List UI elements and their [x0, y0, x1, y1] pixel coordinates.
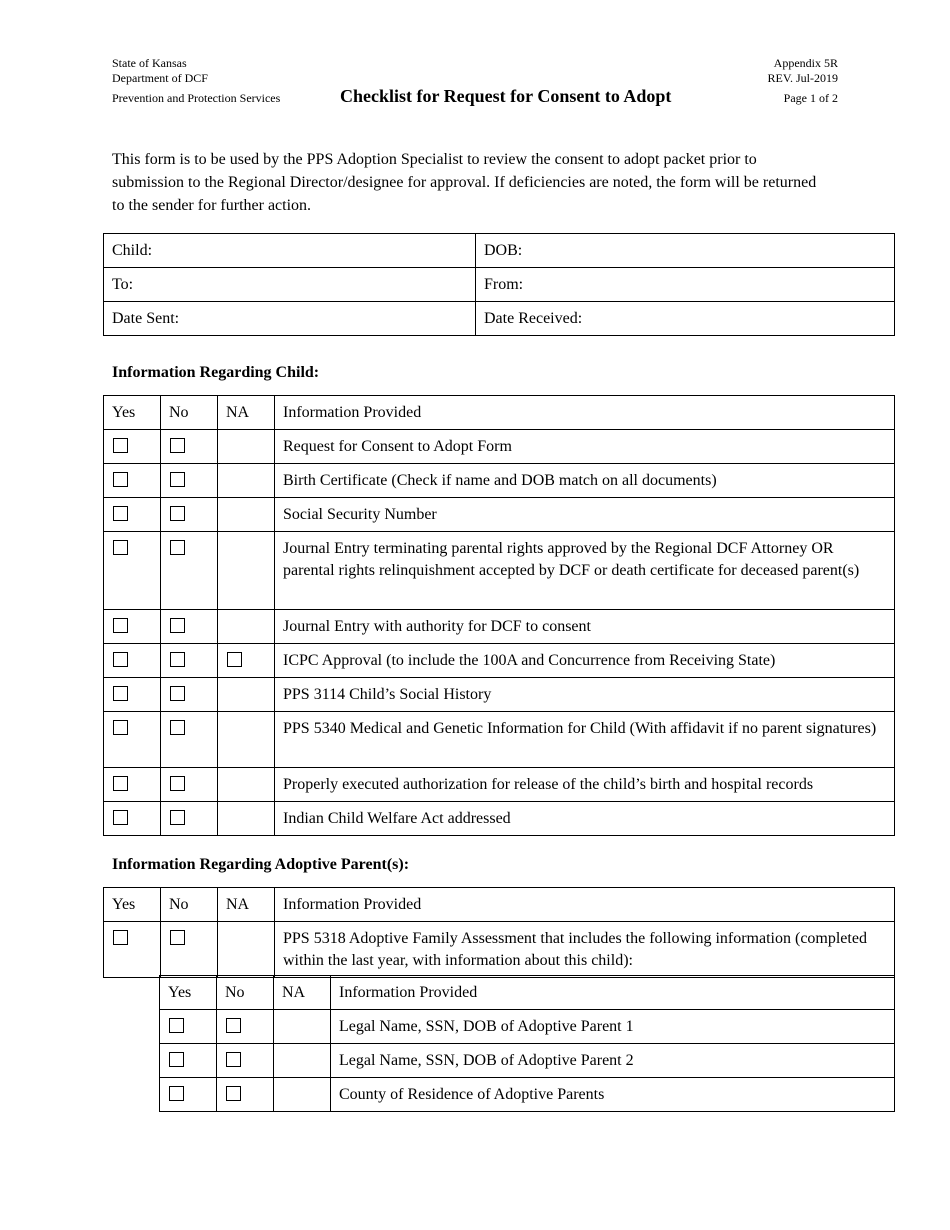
yes-checkbox[interactable] [113, 438, 128, 453]
yes-checkbox[interactable] [169, 1018, 184, 1033]
item-label: PPS 5318 Adoptive Family Assessment that includes the following information (completed within the last year, with information about this child): [275, 922, 895, 978]
col-no: No [217, 976, 274, 1010]
to-field[interactable] [104, 268, 476, 302]
form-title: Checklist for Request for Consent to Adopt [340, 86, 672, 106]
agency-block [112, 56, 280, 106]
yes-checkbox[interactable] [113, 930, 128, 945]
no-checkbox[interactable] [170, 472, 185, 487]
child-field[interactable] [104, 234, 476, 268]
yes-checkbox[interactable] [113, 776, 128, 791]
item-label: Journal Entry terminating parental rights approved by the Regional DCF Attorney OR parental rights relinquishment accepted by DCF or death certificate for deceased parent(s) [275, 532, 895, 610]
yes-checkbox[interactable] [113, 810, 128, 825]
date-received-label: Date Received: [484, 310, 583, 327]
adoptive-checklist-table [103, 887, 895, 978]
yes-checkbox[interactable] [169, 1052, 184, 1067]
no-checkbox[interactable] [170, 720, 185, 735]
no-checkbox[interactable] [170, 930, 185, 945]
no-checkbox[interactable] [170, 540, 185, 555]
no-checkbox[interactable] [226, 1018, 241, 1033]
table-header-row [104, 396, 895, 430]
no-checkbox[interactable] [170, 618, 185, 633]
appendix-block [768, 56, 838, 106]
item-label: ICPC Approval (to include the 100A and Concurrence from Receiving State) [275, 644, 895, 678]
agency-division: Prevention and Protection Services [112, 91, 281, 105]
col-na: NA [218, 888, 275, 922]
intro-paragraph: This form is to be used by the PPS Adoption Specialist to review the consent to adopt packet prior to submission to the Regional Director/designee for approval. If deficiencies are noted, the form will be returned to the sender for further action. [112, 151, 817, 214]
page-number: Page 1 of 2 [783, 91, 838, 105]
no-checkbox[interactable] [170, 652, 185, 667]
no-checkbox[interactable] [170, 776, 185, 791]
col-yes: Yes [104, 888, 161, 922]
item-label: Request for Consent to Adopt Form [275, 430, 895, 464]
table-row [104, 712, 895, 768]
col-info: Information Provided [331, 976, 895, 1010]
item-label: County of Residence of Adoptive Parents [331, 1078, 895, 1112]
item-label: PPS 3114 Child’s Social History [275, 678, 895, 712]
table-row [160, 1044, 895, 1078]
table-row [104, 768, 895, 802]
col-yes: Yes [160, 976, 217, 1010]
col-no: No [161, 888, 218, 922]
no-checkbox[interactable] [226, 1086, 241, 1101]
table-row [104, 610, 895, 644]
appendix-label: Appendix 5R [773, 56, 838, 70]
child-section-title: Information Regarding Child: [112, 364, 320, 381]
table-header-row [160, 976, 895, 1010]
revision-label: REV. Jul-2019 [767, 71, 838, 85]
yes-checkbox[interactable] [169, 1086, 184, 1101]
table-row [104, 498, 895, 532]
no-checkbox[interactable] [170, 438, 185, 453]
to-label: To: [112, 276, 134, 293]
yes-checkbox[interactable] [113, 720, 128, 735]
yes-checkbox[interactable] [113, 540, 128, 555]
item-label: PPS 5340 Medical and Genetic Information for Child (With affidavit if no parent signatures) [275, 712, 895, 768]
table-row [104, 532, 895, 610]
no-checkbox[interactable] [226, 1052, 241, 1067]
dob-field[interactable] [476, 234, 895, 268]
na-checkbox[interactable] [227, 652, 242, 667]
date-received-field[interactable] [476, 302, 895, 336]
item-label: Legal Name, SSN, DOB of Adoptive Parent 1 [331, 1010, 895, 1044]
table-row [104, 464, 895, 498]
from-field[interactable] [476, 268, 895, 302]
child-checklist-table [103, 395, 895, 836]
item-label: Indian Child Welfare Act addressed [275, 802, 895, 836]
col-yes: Yes [104, 396, 161, 430]
from-label: From: [484, 276, 524, 293]
table-header-row [104, 888, 895, 922]
yes-checkbox[interactable] [113, 618, 128, 633]
col-info: Information Provided [275, 396, 895, 430]
table-row [104, 802, 895, 836]
request-info-table [103, 233, 895, 336]
item-label: Properly executed authorization for release of the child’s birth and hospital records [275, 768, 895, 802]
agency-state: State of Kansas [112, 56, 187, 70]
item-label: Legal Name, SSN, DOB of Adoptive Parent 2 [331, 1044, 895, 1078]
dob-label: DOB: [484, 242, 523, 259]
item-label: Birth Certificate (Check if name and DOB match on all documents) [275, 464, 895, 498]
no-checkbox[interactable] [170, 506, 185, 521]
col-no: No [161, 396, 218, 430]
table-row [104, 922, 895, 978]
adoptive-section-title: Information Regarding Adoptive Parent(s): [112, 856, 410, 873]
table-row [160, 1078, 895, 1112]
table-row [104, 644, 895, 678]
table-row [104, 430, 895, 464]
agency-department: Department of DCF [112, 71, 208, 85]
yes-checkbox[interactable] [113, 652, 128, 667]
yes-checkbox[interactable] [113, 472, 128, 487]
table-row [104, 678, 895, 712]
col-na: NA [274, 976, 331, 1010]
child-label: Child: [112, 242, 153, 259]
item-label: Social Security Number [275, 498, 895, 532]
table-row [160, 1010, 895, 1044]
assessment-subchecklist-table [159, 975, 895, 1112]
col-na: NA [218, 396, 275, 430]
no-checkbox[interactable] [170, 686, 185, 701]
date-sent-field[interactable] [104, 302, 476, 336]
yes-checkbox[interactable] [113, 506, 128, 521]
no-checkbox[interactable] [170, 810, 185, 825]
col-info: Information Provided [275, 888, 895, 922]
item-label: Journal Entry with authority for DCF to consent [275, 610, 895, 644]
date-sent-label: Date Sent: [112, 310, 180, 327]
yes-checkbox[interactable] [113, 686, 128, 701]
